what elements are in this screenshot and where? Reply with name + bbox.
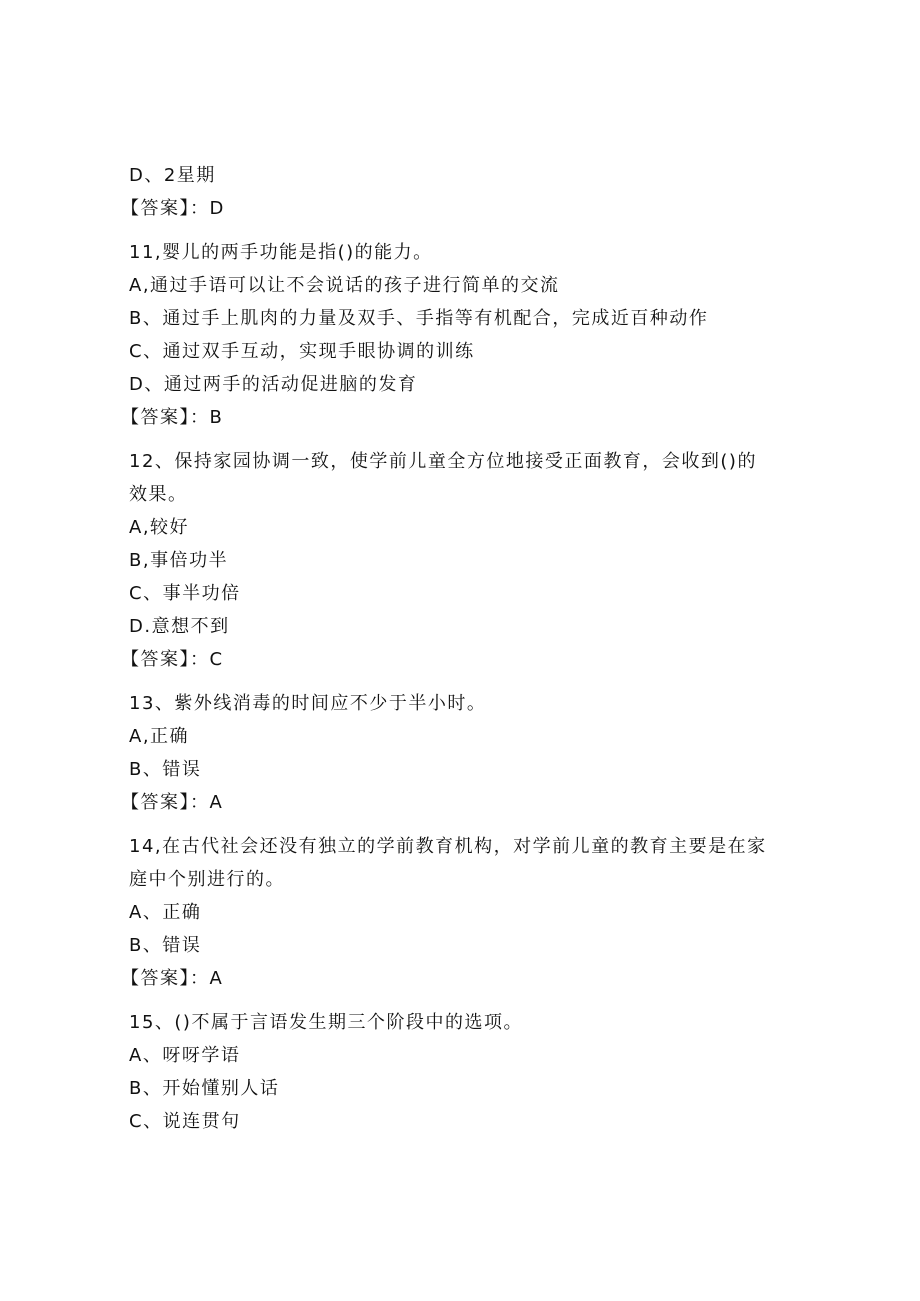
option-c: C、说连贯句 [129,1111,241,1132]
option-b: B,事倍功半 [129,550,229,571]
option-a: A、呀呀学语 [129,1045,241,1066]
option-b: B、开始懂别人话 [129,1078,280,1099]
option-d: D.意想不到 [129,616,230,637]
question-12 [121,445,789,676]
option-a: A,正确 [129,726,190,747]
option-b: B、错误 [129,935,202,956]
option-b: B、错误 [129,759,202,780]
question-11 [121,236,789,434]
question-text-line-2: 庭中个别进行的。 [129,869,285,890]
answer-line: 【答案】：D [121,198,225,219]
answer-line: 【答案】：A [121,968,224,989]
option-c: C、事半功倍 [129,583,241,604]
question-text-line-1: 14,在古代社会还没有独立的学前教育机构，对学前儿童的教育主要是在家 [129,836,767,857]
option-c: C、通过双手互动，实现手眼协调的训练 [129,341,475,362]
answer-line: 【答案】：B [121,407,224,428]
answer-line: 【答案】：A [121,792,224,813]
question-text-line-2: 效果。 [129,484,188,505]
question-13 [121,687,789,819]
option-a: A,较好 [129,517,190,538]
question-15 [129,1006,789,1138]
question-text: 15、()不属于言语发生期三个阶段中的选项。 [129,1012,523,1033]
previous-question-tail [121,159,789,225]
option-a: A、正确 [129,902,202,923]
option-d: D、通过两手的活动促进脑的发育 [129,374,418,395]
question-14 [121,830,789,995]
option-a: A,通过手语可以让不会说话的孩子进行简单的交流 [129,275,560,296]
question-text-line-1: 12、保持家园协调一致，使学前儿童全方位地接受正面教育，会收到()的 [129,451,757,472]
option-d: D、2星期 [129,165,216,186]
question-content [121,159,789,1138]
option-b: B、通过手上肌肉的力量及双手、手指等有机配合，完成近百种动作 [129,308,709,329]
question-text: 11,婴儿的两手功能是指()的能力。 [129,242,433,263]
answer-line: 【答案】：C [121,649,224,670]
question-text: 13、紫外线消毒的时间应不少于半小时。 [129,693,487,714]
